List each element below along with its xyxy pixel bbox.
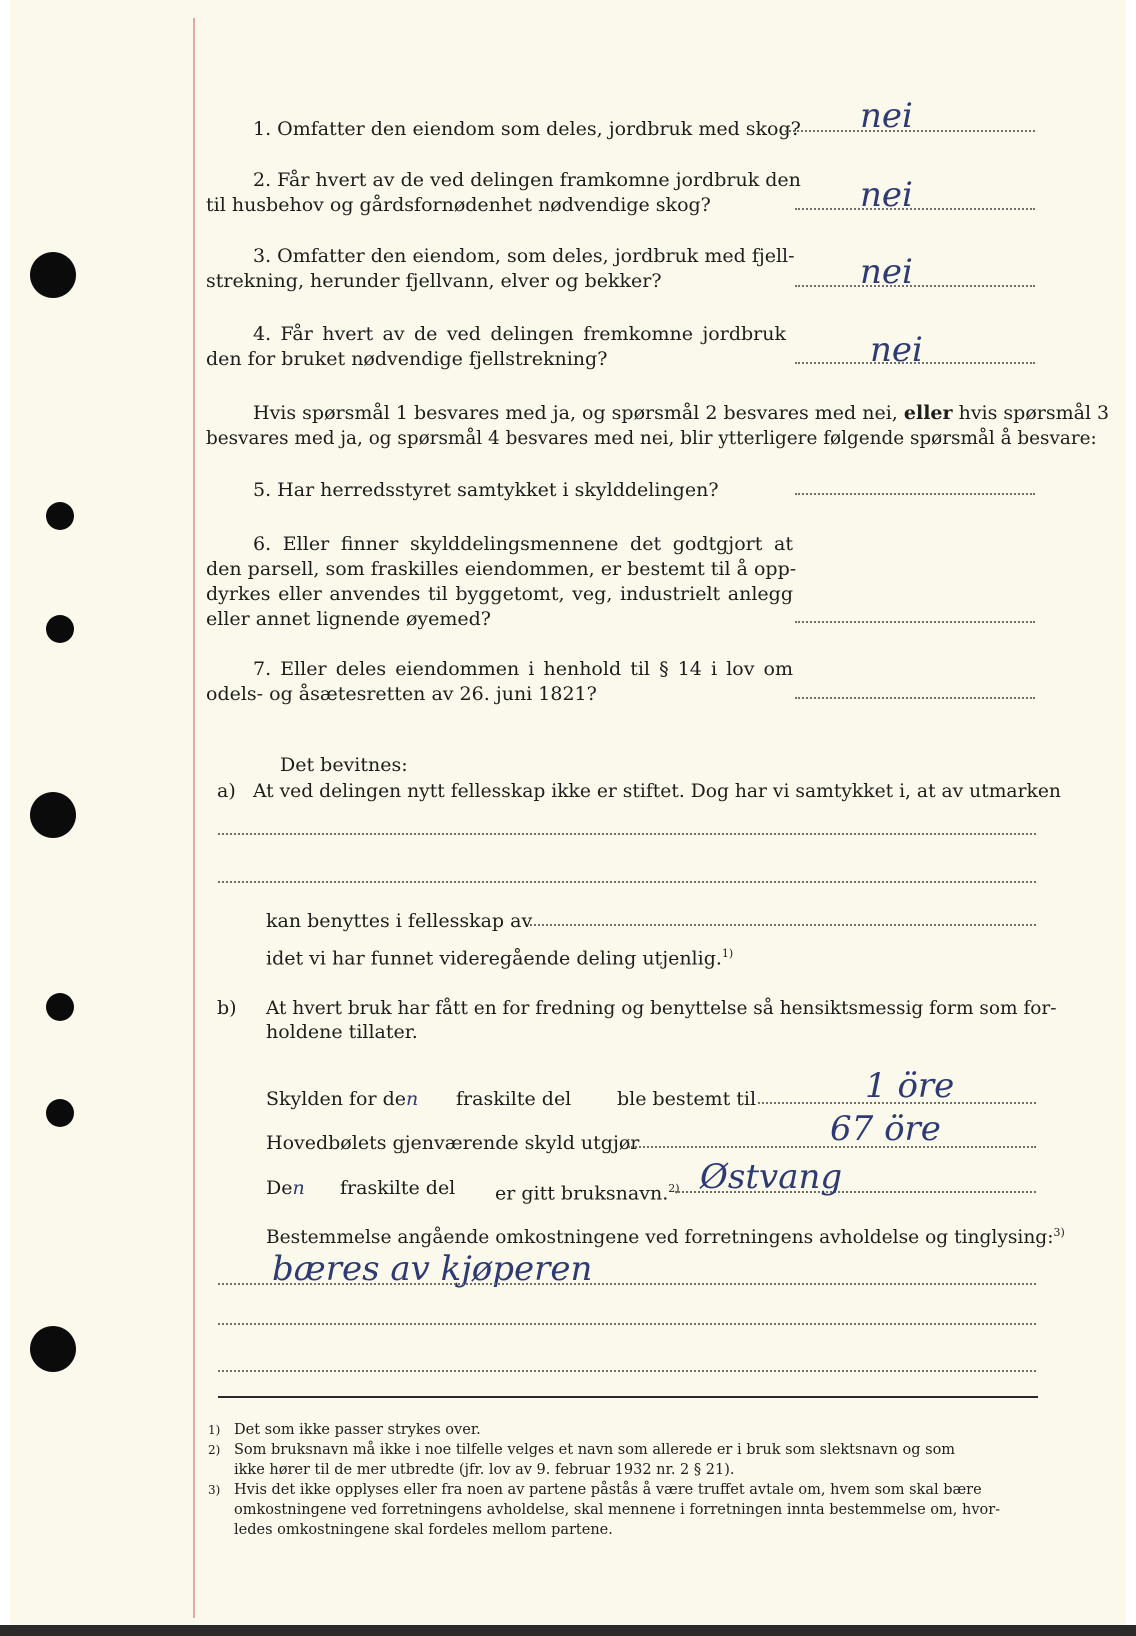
bruksnavn-handwritten-n: n <box>292 1177 305 1199</box>
attest-b-line-2: holdene tillater. <box>266 1021 418 1043</box>
skyld-value: 1 öre <box>865 1066 955 1106</box>
question-2-line-1: 2. Får hvert av de ved delingen framkomne jordbruk den <box>253 169 801 191</box>
bruksnavn-label <box>495 1176 680 1206</box>
question-6-line-4: eller annet lignende øyemed? <box>206 608 491 630</box>
footnote-2-line-2: ikke hører til de mer utbredte (jfr. lov av 9. februar 1932 nr. 2 § 21). <box>234 1462 735 1478</box>
binder-hole <box>46 615 74 643</box>
bruksnavn-value: Østvang <box>700 1157 843 1197</box>
attest-a-text: At ved delingen nytt fellesskap ikke er stiftet. Dog har vi samtykket i, at av utmarken <box>253 781 1061 802</box>
bruksnavn-fraskilte: fraskilte del <box>340 1177 456 1199</box>
shared-use-reason <box>266 941 733 971</box>
bruksnavn-text: er gitt bruksnavn. <box>495 1182 669 1205</box>
cost-value: bæres av kjøperen <box>272 1249 593 1289</box>
answer-1: nei <box>860 96 913 136</box>
blank-line <box>218 833 1036 835</box>
bruksnavn-de <box>266 1176 305 1201</box>
question-4-line-2: den for bruket nødvendige fjellstrekning? <box>206 348 608 370</box>
blank-line <box>218 881 1036 883</box>
footnote-ref: 2) <box>668 1182 680 1195</box>
question-7-line-2: odels- og åsætesretten av 26. juni 1821? <box>206 683 597 705</box>
skyld-handwritten-n: n <box>406 1088 419 1110</box>
attest-b-label: b) <box>217 997 237 1019</box>
question-7-line-1: 7. Eller deles eiendommen i henhold til § 14 i lov om <box>253 658 793 680</box>
attest-b-line-1: At hvert bruk har fått en for fredning og benyttelse så hensiktsmessig form som for- <box>266 998 1057 1019</box>
form-page <box>10 0 1126 1625</box>
footnote-ref: 1) <box>721 947 734 960</box>
skyld-label <box>266 1087 418 1112</box>
condition-text-b: hvis spørsmål 3 <box>958 402 1110 424</box>
question-6-line-1: 6. Eller finner skylddelingsmennene det godtgjort at <box>253 533 793 555</box>
footnote-1-mark: 1) <box>208 1423 221 1437</box>
hovedbol-value: 67 öre <box>830 1109 941 1149</box>
question-4-line-1: 4. Får hvert av de ved delingen fremkomne jordbruk <box>253 323 786 345</box>
answer-3: nei <box>860 252 913 292</box>
question-5: 5. Har herredsstyret samtykket i skylddelingen? <box>253 479 719 501</box>
cost-line <box>218 1283 1036 1285</box>
condition-text-a: Hvis spørsmål 1 besvares med ja, og spørsmål 2 besvares med nei, <box>253 402 898 424</box>
skyld-bestemt: ble bestemt til <box>617 1088 757 1110</box>
answer-line-6 <box>795 621 1035 623</box>
question-2-line-2: til husbehov og gårdsfornødenhet nødvendige skog? <box>206 194 711 216</box>
binder-hole <box>46 993 74 1021</box>
condition-line-1 <box>253 401 1109 426</box>
skyld-fraskilte: fraskilte del <box>456 1088 572 1110</box>
cost-label <box>266 1220 1065 1250</box>
footnote-3-line-1: Hvis det ikke opplyses eller fra noen av partene påstås å være truffet avtale om, hvem som skal bære <box>234 1482 982 1498</box>
answer-4: nei <box>870 330 923 370</box>
answer-line-2 <box>795 208 1035 210</box>
answer-line-3 <box>795 285 1035 287</box>
shared-use-reason-text: idet vi har funnet videregående deling utjenlig. <box>266 947 722 970</box>
answer-2: nei <box>860 175 913 215</box>
cost-text: Bestemmelse angående omkostningene ved forretningens avholdelse og tinglysing: <box>266 1227 1054 1249</box>
margin-line <box>193 18 195 1618</box>
attest-a-label: a) <box>217 780 236 802</box>
binder-hole <box>46 1099 74 1127</box>
binder-hole <box>46 502 74 530</box>
binder-hole <box>30 792 76 838</box>
answer-line-5 <box>795 493 1035 495</box>
footnote-3-line-2: omkostningene ved forretningens avholdelse, skal mennene i forretningen innta bestemmelse om, hvor- <box>234 1502 1001 1518</box>
question-1: 1. Omfatter den eiendom som deles, jordbruk med skog? <box>253 118 801 140</box>
question-3-line-1: 3. Omfatter den eiendom, som deles, jordbruk med fjell- <box>253 245 795 267</box>
question-6-line-2: den parsell, som fraskilles eiendommen, er bestemt til å opp- <box>206 558 797 580</box>
footnote-ref: 3) <box>1053 1226 1065 1239</box>
footnote-2-line-1: Som bruksnavn må ikke i noe tilfelle velges et navn som allerede er i bruk som slektsnavn og som <box>234 1442 956 1458</box>
shared-use-label: kan benyttes i fellesskap av <box>266 910 533 932</box>
skyld-text-a: Skylden for de <box>266 1088 407 1110</box>
bruksnavn-text-a: De <box>266 1177 293 1199</box>
question-6-line-3: dyrkes eller anvendes til byggetomt, veg, industrielt anlegg <box>206 583 793 605</box>
hovedbol-label: Hovedbølets gjenværende skyld utgjør <box>266 1132 640 1154</box>
attest-heading: Det bevitnes: <box>280 754 408 776</box>
binder-hole <box>30 1326 76 1372</box>
question-3-line-2: strekning, herunder fjellvann, elver og bekker? <box>206 270 662 292</box>
scan-bottom-edge <box>0 1625 1136 1636</box>
shared-use-line <box>530 924 1036 926</box>
footnote-1: Det som ikke passer strykes over. <box>234 1422 481 1438</box>
footnote-3-mark: 3) <box>208 1483 221 1497</box>
footnote-rule <box>218 1396 1038 1398</box>
answer-line-7 <box>795 697 1035 699</box>
condition-emphasis: eller <box>903 402 953 424</box>
blank-line <box>218 1370 1036 1372</box>
footnote-2-mark: 2) <box>208 1443 221 1457</box>
binder-hole <box>30 252 76 298</box>
blank-line <box>218 1323 1036 1325</box>
footnote-3-line-3: ledes omkostningene skal fordeles mellom partene. <box>234 1522 613 1538</box>
condition-line-2: besvares med ja, og spørsmål 4 besvares med nei, blir ytterligere følgende spørsmål å besvare: <box>206 428 1097 449</box>
